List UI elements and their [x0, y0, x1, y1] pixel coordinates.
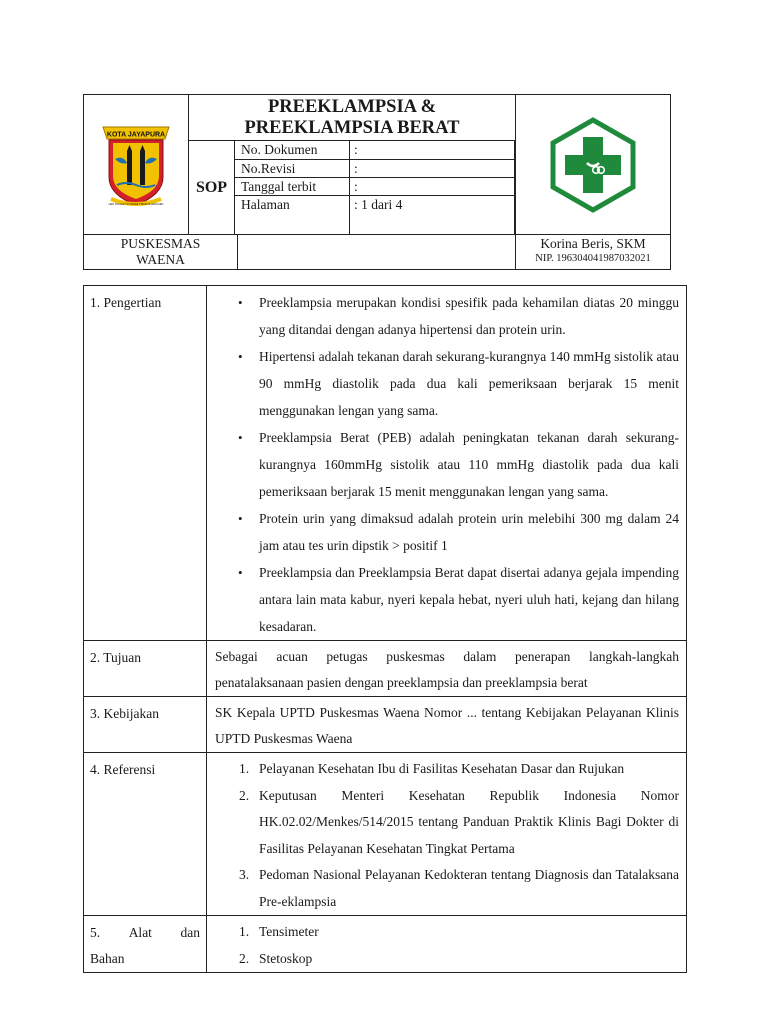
row-kebijakan	[84, 697, 687, 753]
signer-nip: NIP. 196304041987032021	[535, 253, 651, 264]
number-marker: 3.	[239, 867, 250, 882]
list-item	[239, 946, 679, 973]
label-line-2: Bahan	[90, 951, 125, 966]
list-item-text: Tensimeter	[259, 924, 319, 939]
document-header	[83, 94, 671, 270]
kota-jayapura-logo	[84, 95, 189, 235]
list-item	[239, 783, 679, 863]
label-word: Alat	[128, 925, 152, 940]
meta-no-revisi	[235, 160, 515, 178]
list-item-text: Protein urin yang dimaksud adalah protein urin melebihi 300 mg dalam 24 jam atau tes urin dipstik > positif 1	[259, 511, 679, 553]
list-item-text: Preeklampsia merupakan kondisi spesifik pada kehamilan diatas 20 minggu yang ditandai dengan adanya hipertensi dan protein urin.	[259, 295, 679, 337]
list-item-text: Pelayanan Kesehatan Ibu di Fasilitas Kesehatan Dasar dan Rujukan	[259, 761, 625, 776]
pengertian-list	[215, 289, 679, 640]
number-marker: 1.	[239, 761, 250, 776]
list-item	[238, 505, 679, 559]
row-referensi	[84, 753, 687, 916]
meta-value: :	[354, 142, 358, 157]
bullet-marker: •	[238, 511, 243, 526]
bullet-marker: •	[238, 565, 243, 580]
list-item-text: Stetoskop	[259, 950, 313, 966]
row-tujuan	[84, 641, 687, 697]
puskesmas-logo	[515, 95, 670, 235]
list-item	[238, 289, 679, 343]
label-word: 5.	[90, 925, 101, 940]
meta-tanggal-terbit	[235, 178, 515, 196]
meta-value: :	[354, 161, 358, 176]
alat-content	[207, 916, 687, 973]
sop-content-table	[83, 285, 687, 973]
list-item	[239, 756, 679, 783]
meta-key: No.Revisi	[241, 161, 296, 176]
list-item-text: Preeklampsia Berat (PEB) adalah peningkatan tekanan darah sekurang-kurangnya 160mmHg sistolik atau 110 mmHg diastolik pada dua kali pemeriksaan berjarak 15 menit menggunakan lengan yang sama.	[259, 430, 679, 499]
signer-name: Korina Beris, SKM	[540, 236, 646, 251]
list-item	[238, 559, 679, 640]
row-alat-bahan	[84, 916, 687, 973]
list-item	[239, 919, 679, 946]
title-line-1: PREEKLAMPSIA &	[267, 97, 437, 117]
puskesmas-cross-icon	[547, 117, 639, 213]
meta-key: No. Dokumen	[241, 142, 318, 157]
meta-value: : 1 dari 4	[354, 197, 403, 212]
sop-label: SOP	[189, 141, 235, 235]
puskesmas-line-2: WAENA	[136, 252, 185, 267]
label-line-1	[90, 920, 200, 946]
row-pengertian	[84, 286, 687, 641]
section-label: 4. Referensi	[84, 753, 207, 916]
section-label: 1. Pengertian	[84, 286, 207, 641]
list-item	[238, 424, 679, 505]
number-marker: 1.	[239, 924, 250, 939]
number-marker: 2.	[239, 950, 250, 966]
list-item-text: Pedoman Nasional Pelayanan Kedokteran tentang Diagnosis dan Tatalaksana Pre-eklampsia	[259, 867, 679, 909]
kebijakan-content	[207, 697, 687, 753]
meta-no-dokumen	[235, 141, 515, 160]
pengertian-content	[207, 286, 687, 641]
list-item-text: Preeklampsia dan Preeklampsia Berat dapat disertai adanya gejala impending antara lain mata kabur, nyeri kepala hebat, nyeri uluh hati, kejang dan hilang kesadaran.	[259, 565, 679, 634]
puskesmas-name	[84, 235, 238, 269]
crest-bottom-text: HEN TECAHI YO ONOMI T'MAR NI HANASED	[108, 202, 164, 206]
kebijakan-text: SK Kepala UPTD Puskesmas Waena Nomor ... tentang Kebijakan Pelayanan Klinis UPTD Puskesmas Waena	[215, 705, 679, 746]
list-item-text: Hipertensi adalah tekanan darah sekurang-kurangnya 140 mmHg sistolik atau 90 mmHg diastolik pada dua kali pemeriksaan berjarak 15 menit menggunakan lengan yang sama.	[259, 349, 679, 418]
bullet-marker: •	[238, 349, 243, 364]
crest-top-text: KOTA JAYAPURA	[106, 131, 166, 138]
section-label: 3. Kebijakan	[84, 697, 207, 753]
list-item	[238, 343, 679, 424]
list-item-text: Keputusan Menteri Kesehatan Republik Indonesia Nomor HK.02.02/Menkes/514/2015 tentang Panduan Praktik Klinis Bagi Dokter di Fasilitas Pelayanan Kesehatan Tingkat Pertama	[259, 787, 679, 856]
number-marker: 2.	[239, 787, 250, 803]
alat-list	[215, 919, 679, 972]
meta-key: Halaman	[241, 197, 290, 212]
referensi-list	[215, 756, 679, 915]
city-crest-icon	[101, 119, 171, 211]
list-item	[239, 862, 679, 915]
document-meta	[235, 141, 515, 235]
section-label	[84, 916, 207, 973]
meta-halaman	[235, 196, 515, 235]
bullet-marker: •	[238, 295, 243, 310]
puskesmas-line-1: PUSKESMAS	[120, 236, 201, 251]
title-line-2: PREEKLAMPSIA BERAT	[244, 118, 460, 138]
meta-key: Tanggal terbit	[241, 179, 317, 194]
meta-divider	[349, 141, 350, 235]
meta-value: :	[354, 179, 358, 194]
section-label: 2. Tujuan	[84, 641, 207, 697]
empty-cell	[238, 235, 515, 269]
document-title	[189, 95, 515, 141]
signer-block	[515, 235, 670, 269]
tujuan-text: Sebagai acuan petugas puskesmas dalam penerapan langkah-langkah penatalaksanaan pasien dengan preeklampsia dan preeklampsia berat	[215, 649, 679, 690]
tujuan-content	[207, 641, 687, 697]
label-word: dan	[180, 925, 200, 940]
bullet-marker: •	[238, 430, 243, 445]
referensi-content	[207, 753, 687, 916]
